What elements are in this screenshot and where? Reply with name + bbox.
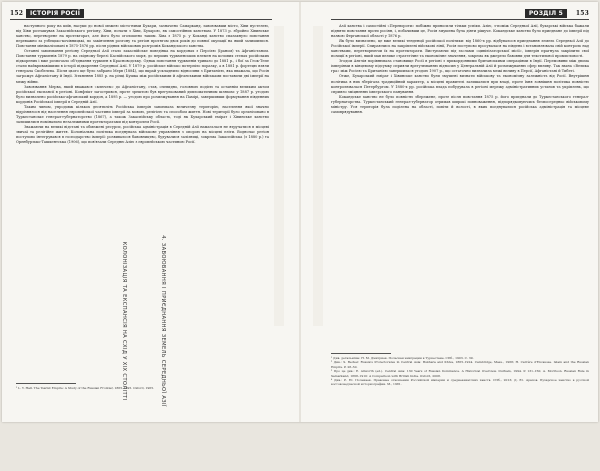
paragraph: наступного року на київ, насуки до нової межею місто-ними Бухари, зазначено Самарканд, завоювавши місто, Хіви пустелею, від Хіви розташував Закаспійського регіону, Хіви, почати з Хіви, Бухарою, як самостійних ханствам. У 1873 р. збройно Хівинське ханство, перетворене на протекторат, але його було оголошено таким. Хіва з 1875 р. у Коканді ханство спалахнуло повстання переважно за узбецько-кочівницькі, по закінчення розгону та регіон протягом двох років до повної окупації на який залишилися. Повстання мінімалізовані в 1875-1876 рр. після рідних військових розгромів Кокандського ханства.	[16, 24, 269, 49]
left-running-header: ІСТОРІЯ РОСІЇ	[26, 9, 84, 18]
left-footnote-rule	[16, 383, 76, 384]
right-side-strip	[160, 26, 323, 407]
right-footnotes	[331, 356, 589, 387]
left-body-text	[16, 24, 269, 145]
paragraph: Азії ханства і самостійні «Перевороти» побіжно приносили тільки успіхи. Азію, з-поміж Середньої Азії, бухарські війська бажали підняти повстання проти росіян, і, побачивши це, Росія змушена була діяти рішуче. Кокандське ханство було приєднане до імперії під назвою Ферганської області у 1876 р.	[331, 24, 589, 39]
footnote: ² Див.: S. Becker. Russia's Protectorates in Central Asia: Bukhara and Khiva, 1865–1924. Cambridge, Mass., 1968; H. Carrère d'Encausse. Islam and the Russian Empire. P. 28–30.	[331, 360, 589, 369]
paragraph: Завоювання Мерва, який вважався «ключем» до Афганістану, став, очевидно, головною подією та останнім великим актом російської експансії в регіоні. Конфлікт загострився, проте зрештою був врегульований дипломатичним шляхом: у 1887 р. угодою було визначено російсько-афганський кордон, а 1895 р. — угодою про розмежування на Памірі, завершивши формування південних кордонів Російської імперії в Середній Азії.	[16, 84, 269, 104]
right-page	[160, 2, 598, 422]
footnote: ⁴ Див.: Р. Ю. Почекаев. Правовые отношения Российской империи и среднеазиатских ханств. СПб., 2013; Д. Ю. Арапов. Бухарское ханство в русской востоковедческой историографии. М., 1981.	[331, 378, 589, 387]
paragraph: Як було визначено, це вже великі тенденції російської політики: від 1860-х рр. відбувалося приєднання земель Середньої Азії до Російської імперії. Спираючись на закріплені військові лінії, Росія поступово просувалася на південь і встановлювала свій контроль над ханствами, перетворюючи їх на протекторати. Виступаючи під гаслами «цивілізаторської місії», імперія прагнула закріпити свої позиції в регіоні, який мав велике стратегічне та економічне значення, зокрема як джерело бавовни для текстильної промисловості.	[331, 39, 589, 59]
right-header-rule	[331, 19, 589, 20]
left-page-header	[10, 9, 260, 18]
paragraph: Згодом Англія порівнювала становище Росії в регіоні з прикордонними британськими операціями в Індії. Перемовини між двома імперіями в кінцевому підсумку сприяли врегулюванню відносин у Центральній Азії й розмежуванню сфер впливу. Так звана «Велика гра» між Росією та Британією завершилася угодою 1907 р., що остаточно визначила межі впливу в Персії, Афганістані й Тибеті.	[331, 59, 589, 74]
paragraph: Зважаючи на великі відстані та обмежені ресурси, російська адміністрація в Середній Азії намагалася не втручатися в місцеві звичаї та релігійне життя. Колоніальна політика поєднувала військове управління з опорою на місцеві еліти. Водночас регіон поступово інтегрувався в господарство імперії: розвивалося бавовництво, будувалися залізниці, зокрема Закаспійська (з 1880 р.) та Оренбурзько-Ташкентська (1906), що пов'язали Середню Азію з європейською частиною Росії.	[16, 124, 269, 145]
right-body-text	[331, 24, 589, 115]
left-page	[2, 2, 299, 422]
left-side-label: КОЛОНІЗАЦІЯ ТА ЕКСПАНСІЯ НА СХІД У XIX СТОЛІТТІ	[121, 241, 127, 401]
footnote: ³ Про це див.: E. Allworth (ed.). Central Asia: 130 Years of Russian Dominance. A Historical Overview. Durham, 1994. P. 131–150; A. Morrison. Russian Rule in Samarkand, 1868–1910: A Comparison with British India. Oxford, 2008.	[331, 369, 589, 378]
left-footnotes	[16, 386, 269, 390]
right-side-label: 4. ЗАВОЮВАННЯ І ПРИЄДНАННЯ ЗЕМЕЛЬ СЕРЕДНЬОЇ АЗІЇ	[160, 235, 166, 407]
book-spread	[2, 2, 598, 422]
left-header-rule	[10, 19, 272, 20]
side-strip-background	[313, 26, 323, 326]
paragraph: Отже, Бухарський емірат і Хівинське ханство були змушені визнати військову та економічну залежність від Росії. Внутрішня політика в них зберігала традиційний характер, а місцеві правителі залишалися при владі, проте їхня зовнішня політика повністю контролювалася Петербургом. У 1880-х рр. російська влада побудувала в регіоні мережу адміністративних установ та укріплень, що сприяло зміцненню імперського панування.	[331, 74, 589, 94]
right-page-number: 153	[575, 10, 589, 17]
paragraph: Таким чином, упродовж кількох десятиліть Російська імперія завоювала величезну територію, населення якої значно відрізнялося від населення європейської частини імперії за мовою, релігією та способом життя. Нові території було організовано в Туркестанське генерал-губернаторство (1867), а також Закаспійську область, тоді як Бухарський емірат і Хівинське ханство залишилися номінально незалежними протекторатами під контролем Росії.	[16, 104, 269, 124]
side-strip-background	[274, 26, 284, 326]
paragraph: Кокандське ханство не було повністю збережене, проте після повстання 1875 р. його приєднали до Туркестанського генерал-губернаторства. Туркестанський генерал-губернатор отримав широкі повноваження, підпорядковуючись безпосередньо військовому міністру. Уся територія була поділена на області, повіти й волості, в яких поєднувалися російська адміністрація та місцеве самоврядування.	[331, 94, 589, 114]
right-page-header	[331, 9, 589, 18]
footnote: ¹ L. Y. Hall. The Tsarist Empire: A Study of the Russian Frontier, 1865–1895. Oxford, 1965.	[16, 386, 155, 390]
footnote: ¹ Див. детальніше: Н. М. Дмитриев. Польская эмиграция в Туркестане. СПб., 1903. С. 39.	[331, 356, 474, 360]
right-running-header: РОЗДІЛ 5	[525, 9, 567, 18]
right-footnote-rule	[331, 353, 391, 354]
paragraph: Останні завоювання регіону Середньої Азії стало закаспійське поведінка на кордонах з Персією (Іраном) та Афганістаном. Повстання туркменів 1879 р. на східному березі Каспійського моря, до перших туркменських племен на кочових степах російських підкорених і вже розпочало об'єднання туркмен в Красноводську. Однак повстання туркменів тривало до 1881 р., і бої за Геок-Тепе стали найкривавішими в історії підкорення Середньої Азії. У 1879 р. російське військо потерпіло поразку, а в 1881 р. фортецю взяли генерала Скобелєва. Після цього ще було забрано Мерв (1884), що вкрай ускладнило відносини з Британією, яка вважала, що Росія загрожує Афганістану й Індії. Зіткнення 1885 р. на річці Кушка між російськими й афганськими військами поставили дві імперії на межу війни.	[16, 49, 269, 84]
left-page-number: 152	[10, 10, 24, 17]
